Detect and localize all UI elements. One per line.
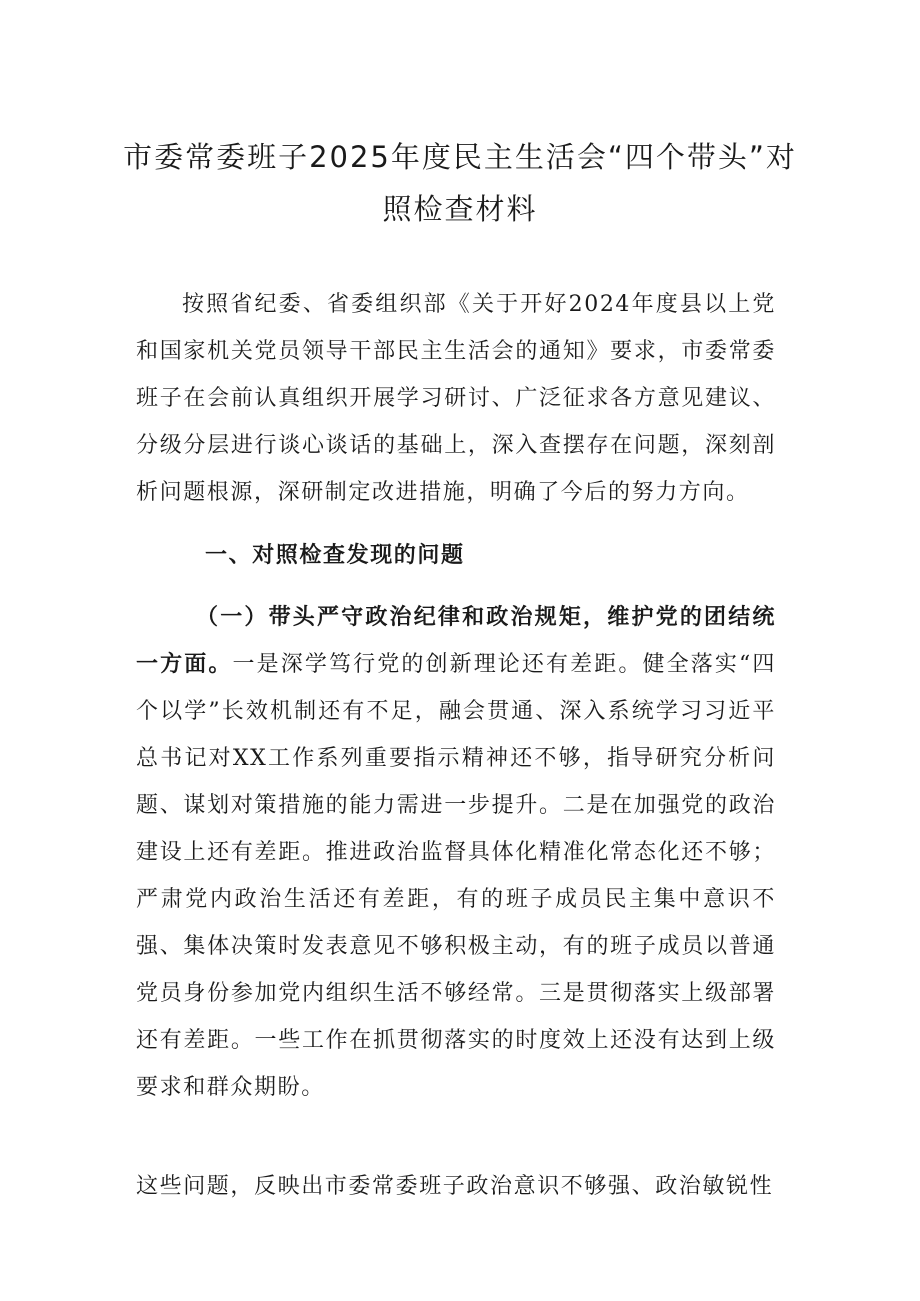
document-title: 市委常委班子2025年度民主生活会“四个带头”对照检查材料	[123, 140, 797, 227]
subsection-paragraph	[136, 594, 776, 1111]
closing-paragraph: 这些问题，反映出市委常委班子政治意识不够强、政治敏锐性	[136, 1174, 774, 1199]
subsection-body: 一是深学笃行党的创新理论还有差距。健全落实“四个以学”长效机制还有不足，融会贯通、深入系统学习习近平总书记对XX工作系列重要指示精神还不够，指导研究分析问题、谋划对策措施的能力需进一步提升。二是在加强党的政治建设上还有差距。推进政治监督具体化精准化常态化还不够；严肃党内政治生活还有差距，有的班子成员民主集中意识不强、集体决策时发表意见不够积极主动，有的班子成员以普通党员身份参加党内组织生活不够经常。三是贯彻落实上级部署还有差距。一些工作在抓贯彻落实的时度效上还没有达到上级要求和群众期盼。	[136, 652, 776, 1100]
section-heading: 一、对照检查发现的问题	[205, 543, 465, 568]
intro-paragraph: 按照省纪委、省委组织部《关于开好2024年度县以上党和国家机关党员领导干部民主生活会的通知》要求，市委常委班子在会前认真组织开展学习研讨、广泛征求各方意见建议、分级分层进行谈心谈话的基础上，深入查摆存在问题，深刻剖析问题根源，深研制定改进措施，明确了今后的努力方向。	[136, 292, 776, 505]
subsection-heading: （一）带头严守政治纪律和政治规矩，维护党的团结统一方面。	[136, 605, 776, 677]
